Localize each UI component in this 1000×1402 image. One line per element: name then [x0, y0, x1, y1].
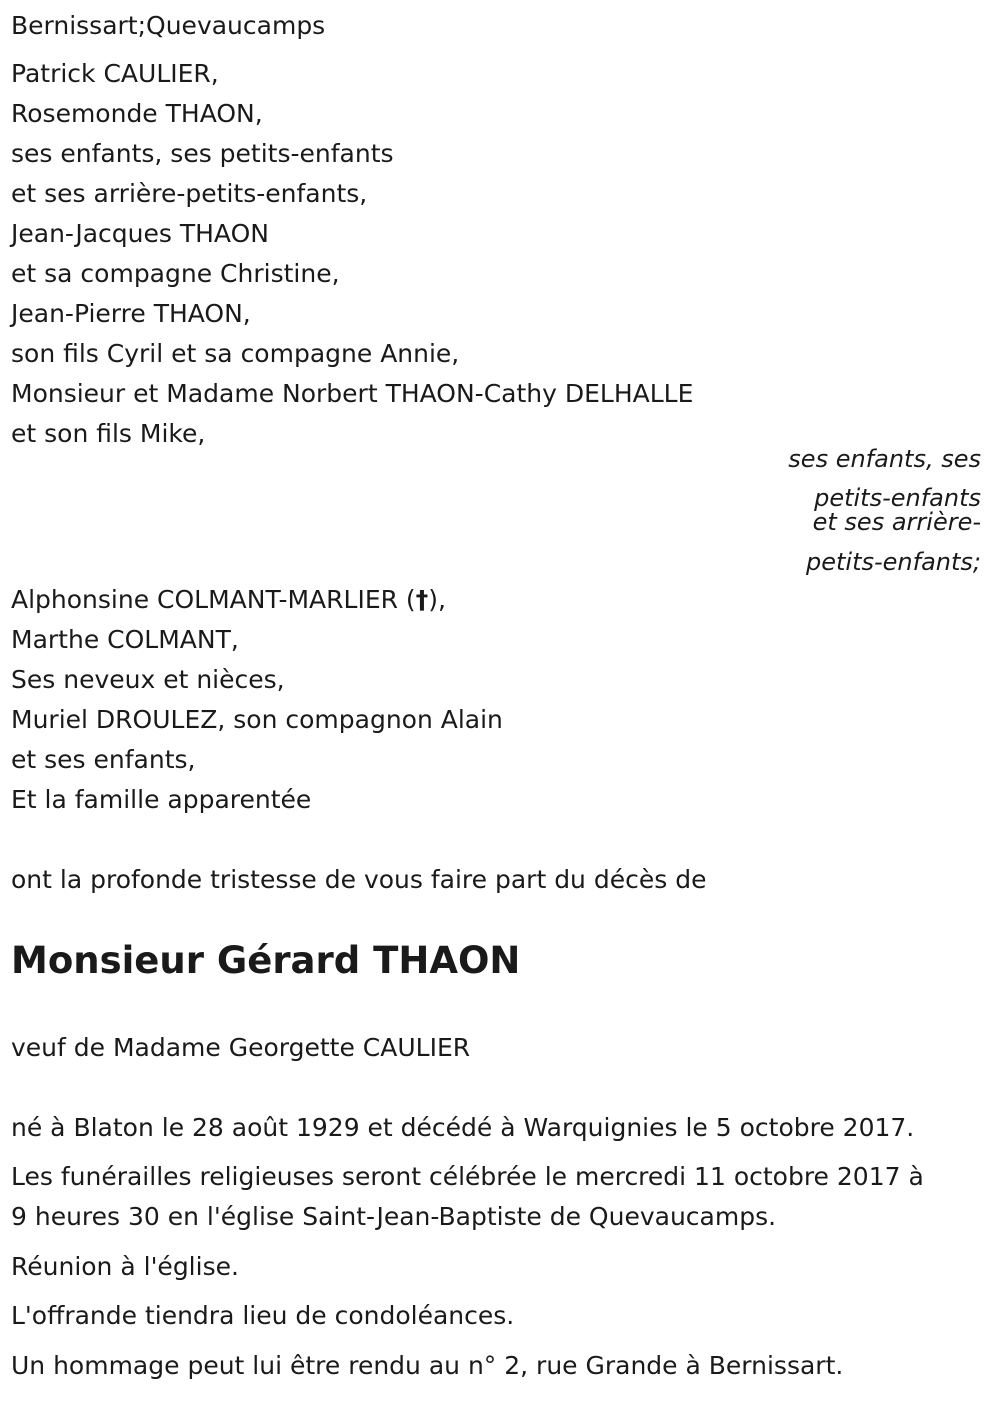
- family-line: et ses enfants,: [11, 745, 196, 774]
- family-line: et son fils Mike,: [11, 419, 206, 448]
- family-line: Et la famille apparentée: [11, 785, 312, 814]
- tribute-line: Un hommage peut lui être rendu au n° 2, rue Grande à Bernissart.: [11, 1351, 844, 1380]
- family-line: ses enfants, ses petits-enfants: [11, 139, 394, 168]
- funeral-line: Les funérailles religieuses seront célébrée le mercredi 11 octobre 2017 à: [11, 1162, 924, 1191]
- location-header: Bernissart;Quevaucamps: [11, 11, 326, 40]
- family-line-prefix: Alphonsine COLMANT-MARLIER (: [11, 585, 416, 614]
- family-line: Monsieur et Madame Norbert THAON-Cathy DELHALLE: [11, 379, 694, 408]
- family-line: Marthe COLMANT,: [11, 625, 239, 654]
- family-line: Muriel DROULEZ, son compagnon Alain: [11, 705, 503, 734]
- side-note-line: et ses arrière-: [812, 508, 981, 536]
- offering-line: L'offrande tiendra lieu de condoléances.: [11, 1301, 515, 1330]
- family-line: Ses neveux et nièces,: [11, 665, 285, 694]
- meeting-line: Réunion à l'église.: [11, 1252, 239, 1281]
- family-line-suffix: ),: [428, 585, 446, 614]
- announcement-text: ont la profonde tristesse de vous faire part du décès de: [11, 865, 707, 894]
- family-line: Patrick CAULIER,: [11, 59, 219, 88]
- family-line: Jean-Jacques THAON: [11, 219, 269, 248]
- family-line: et ses arrière-petits-enfants,: [11, 179, 368, 208]
- family-line: Jean-Pierre THAON,: [11, 299, 251, 328]
- family-line: et sa compagne Christine,: [11, 259, 340, 288]
- family-line-with-cross: [11, 585, 446, 615]
- side-note-line: ses enfants, ses: [788, 445, 981, 473]
- family-line: Rosemonde THAON,: [11, 99, 263, 128]
- funeral-line: 9 heures 30 en l'église Saint-Jean-Baptiste de Quevaucamps.: [11, 1202, 777, 1231]
- deceased-name: Monsieur Gérard THAON: [11, 939, 521, 982]
- side-note-line: petits-enfants;: [806, 548, 981, 576]
- cross-icon: †: [415, 585, 429, 614]
- family-line: son fils Cyril et sa compagne Annie,: [11, 339, 460, 368]
- side-note-line: petits-enfants: [814, 484, 981, 512]
- widower-line: veuf de Madame Georgette CAULIER: [11, 1033, 471, 1062]
- birth-death-line: né à Blaton le 28 août 1929 et décédé à Warquignies le 5 octobre 2017.: [11, 1113, 915, 1142]
